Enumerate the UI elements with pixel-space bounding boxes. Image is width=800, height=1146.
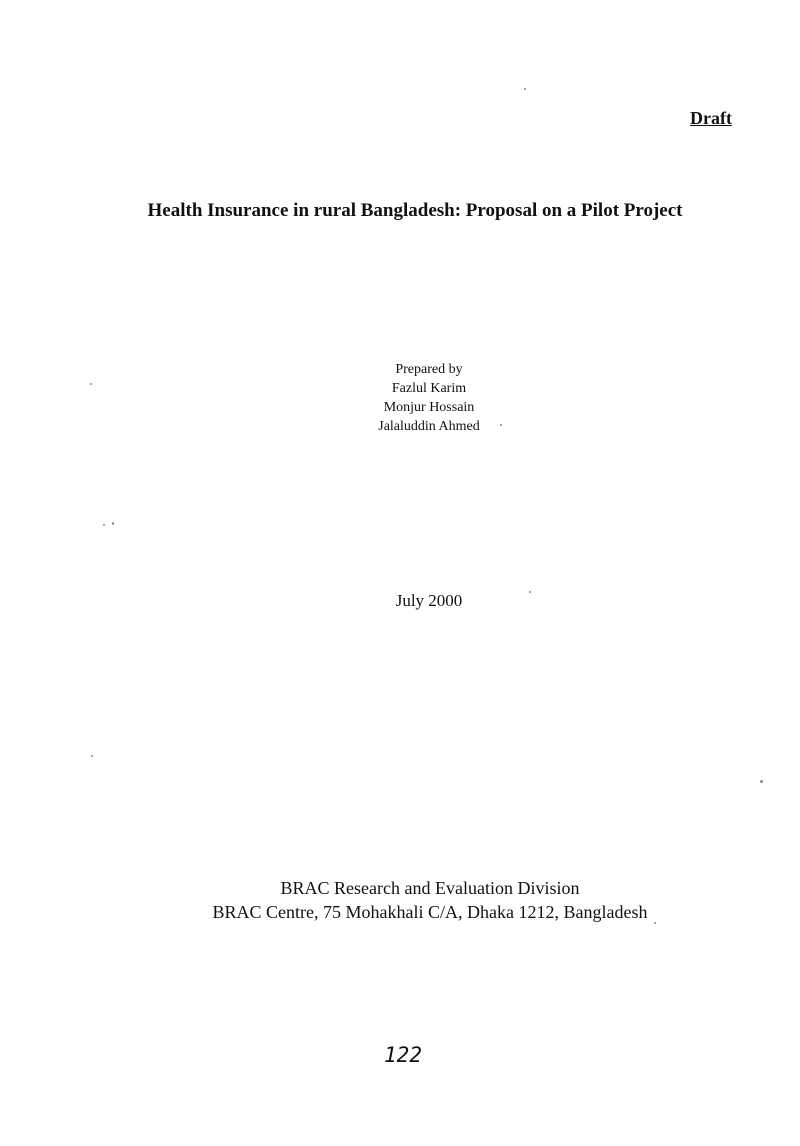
authors-block [0,360,800,436]
scan-speck [90,383,92,385]
author-name: Monjur Hossain [383,400,475,415]
scan-speck [91,755,93,757]
scan-speck [500,424,502,426]
author-name: Jalaluddin Ahmed [378,419,480,434]
document-title: Health Insurance in rural Bangladesh: Proposal on a Pilot Project [147,200,683,221]
organization-name: BRAC Research and Evaluation Division [280,878,580,898]
document-date: July 2000 [395,591,463,610]
organization-block [0,876,800,924]
scan-speck [654,922,656,924]
scan-speck [112,522,114,525]
scan-speck [103,524,105,526]
scan-speck [760,780,763,783]
author-name: Fazlul Karim [391,381,467,396]
organization-address: BRAC Centre, 75 Mohakhali C/A, Dhaka 1212, Bangladesh [212,902,648,922]
prepared-by-label: Prepared by [395,362,463,377]
scan-speck [524,88,526,90]
scan-speck [529,591,531,593]
draft-label: Draft [690,108,732,128]
page-number: 122 [384,1043,422,1067]
